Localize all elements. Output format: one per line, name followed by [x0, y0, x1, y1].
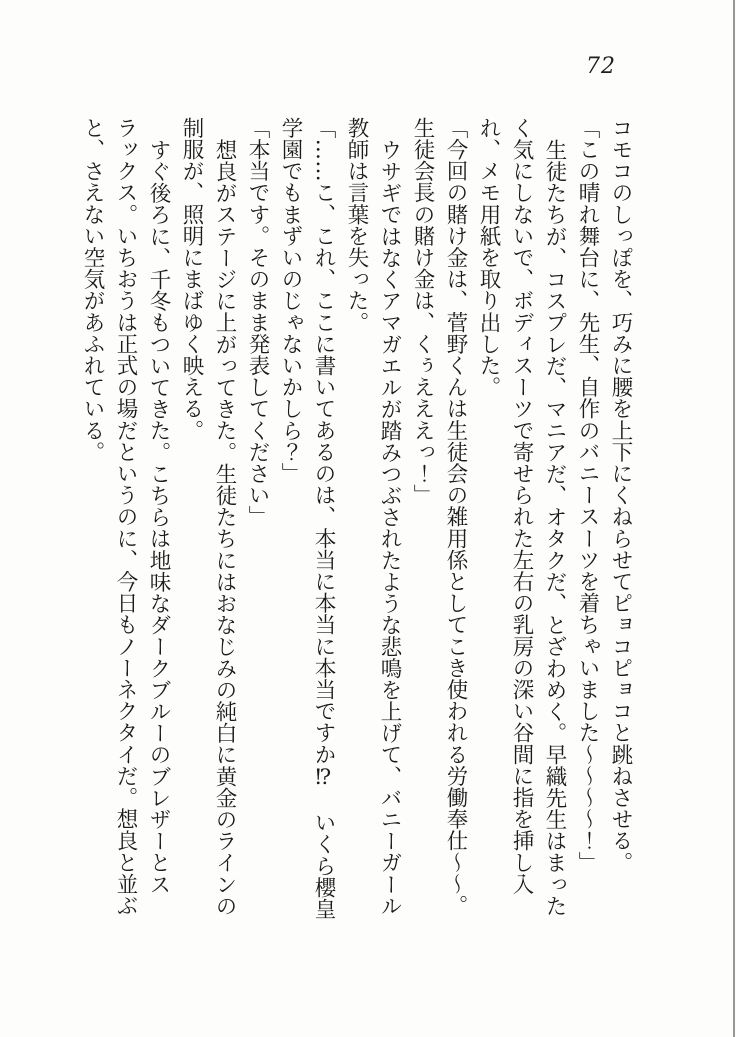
paragraph: 想良がステージに上がってきた。生徒たちにはおなじみの純白に黄金のラインの制服が、照明にまばゆく映える。 [179, 117, 237, 917]
paragraph: 「……こ、これ、ここに書いてあるのは、本当に本当に本当ですか⁉ いくら櫻皇学園でもまずいのじゃないかしら？」 [278, 117, 336, 920]
paragraph: 生徒たちが、コスプレだ、マニアだ、オタクだ、とざわめく。早織先生はまったく気にしないで、ボディスーツで寄せられた左右の乳房の深い谷間に指を挿し入れ、メモ用紙を取り出した。 [476, 117, 567, 917]
paragraph: ウサギではなくアマガエルが踏みつぶされたような悲鳴を上げて、バニーガール教師は言葉を失った。 [344, 117, 402, 917]
text-block [75, 117, 637, 937]
paragraph: 「この晴れ舞台に、先生、自作のバニースーツを着ちゃいました〜〜〜〜！」 [575, 117, 600, 873]
paragraph: 「本当です。そのまま発表してください」 [245, 117, 270, 528]
page-edge-line [733, 0, 735, 1037]
paragraph: すぐ後ろに、千冬もついてきた。こちらは地味なダークブルーのブレザーとスラックス。いちおうは正式の場だというのに、今日もノーネクタイだ。想良と並ぶと、さえない空気があふれている。 [80, 117, 171, 917]
paragraph: コモコのしっぽを、巧みに腰を上下にくねらせてピョコピョコと跳ねさせる。 [608, 117, 633, 873]
paragraph: 「今回の賭け金は、菅野くんは生徒会の雑用係としてこき使われる労働奉仕〜〜。生徒会長の賭け金は、くぅえええっ！」 [410, 117, 468, 917]
page-number: 72 [586, 54, 616, 79]
